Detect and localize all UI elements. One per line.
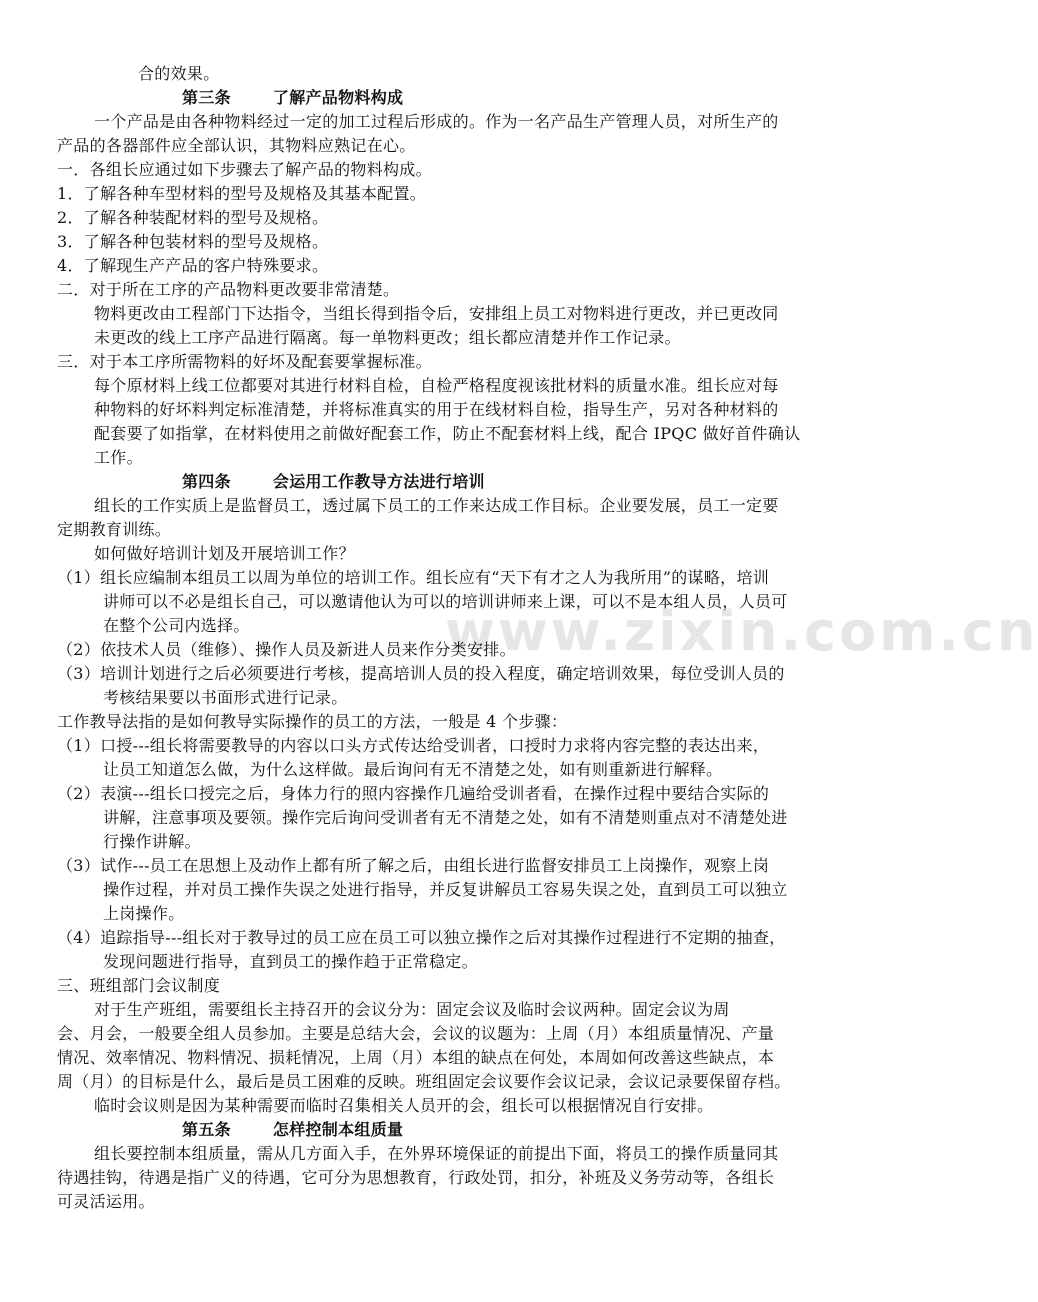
text-line: 产品的各器部件应全部认识，其物料应熟记在心。 [57,136,416,155]
text-line: 工作。 [94,448,143,467]
text-line: 会、月会，一般要全组人员参加。主要是总结大会，会议的议题为：上周（月）本组质量情况、产量 [57,1024,775,1043]
text-line: 3．了解各种包装材料的型号及规格。 [57,232,329,251]
text-line: 4．了解现生产产品的客户特殊要求。 [57,256,329,275]
text-line: 未更改的线上工序产品进行隔离。每一单物料更改；组长都应清楚并作工作记录。 [94,328,681,347]
text-line: 如何做好培训计划及开展培训工作？ [94,544,355,563]
text-line: （3）试作---员工在思想上及动作上都有所了解之后，由组长进行监督安排员工上岗操作，观察上岗 [57,856,770,875]
text-line: 工作教导法指的是如何教导实际操作的员工的方法，一般是 4 个步骤： [57,712,568,731]
text-line: （2）表演---组长口授完之后，身体力行的照内容操作几遍给受训者看，在操作过程中要结合实际的 [57,784,770,803]
text-line: 临时会议则是因为某种需要而临时召集相关人员开的会，组长可以根据情况自行安排。 [94,1096,714,1115]
text-line: （4）追踪指导---组长对于教导过的员工应在员工可以独立操作之后对其操作过程进行不定期的抽查， [57,928,786,947]
text-line: 每个原材料上线工位都要对其进行材料自检，自检严格程度视该批材料的质量水准。组长应对每 [94,376,779,395]
text-line: （1）组长应编制本组员工以周为单位的培训工作。组长应有“天下有才之人为我所用”的谋略，培训 [57,568,770,587]
text-line: 周（月）的目标是什么，最后是员工困难的反映。班组固定会议要作会议记录，会议记录要保留存档。 [57,1072,791,1091]
text-line: （2）依技术人员（维修）、操作人员及新进人员来作分类安排。 [57,640,516,659]
text-line: 定期教育训练。 [57,520,172,539]
text-line: （3）培训计划进行之后必须要进行考核，提高培训人员的投入程度，确定培训效果，每位受训人员的 [57,664,785,683]
text-line: 讲师可以不必是组长自己，可以邀请他认为可以的培训讲师来上课，可以不是本组人员，人员可 [103,592,788,611]
text-line: 配套要了如指掌，在材料使用之前做好配套工作，防止不配套材料上线，配合 IPQC 做好首件确认 [94,424,801,443]
text-line: 在整个公司内选择。 [103,616,250,635]
section-heading [182,470,485,494]
text-line: 可灵活运用。 [57,1192,155,1211]
text-line: 发现问题进行指导，直到员工的操作趋于正常稳定。 [103,952,478,971]
text-line: 一．各组长应通过如下步骤去了解产品的物料构成。 [57,160,432,179]
text-line: 一个产品是由各种物料经过一定的加工过程后形成的。作为一名产品生产管理人员，对所生产的 [94,112,779,131]
heading-title: 会运用工作教导方法进行培训 [272,472,485,491]
text-line: 种物料的好坏料判定标准清楚，并将标准真实的用于在线材料自检，指导生产，另对各种材料的 [94,400,779,419]
text-line: 组长的工作实质上是监督员工，透过属下员工的工作来达成工作目标。企业要发展，员工一定要 [94,496,779,515]
text-line: 二．对于所在工序的产品物料更改要非常清楚。 [57,280,400,299]
text-line: 物料更改由工程部门下达指令，当组长得到指令后，安排组上员工对物料进行更改，并已更改同 [94,304,779,323]
text-line: 行操作讲解。 [103,832,201,851]
text-line: 考核结果要以书面形式进行记录。 [103,688,348,707]
heading-number: 第三条 [182,88,231,107]
text-line: 1．了解各种车型材料的型号及规格及其基本配置。 [57,184,427,203]
heading-number: 第五条 [182,1120,231,1139]
section-heading [182,1118,403,1142]
section-heading [182,86,403,110]
text-line: 待遇挂钩，待遇是指广义的待遇，它可分为思想教育，行政处罚，扣分，补班及义务劳动等，各组长 [57,1168,775,1187]
text-line: 合的效果。 [138,64,220,83]
watermark: www.zixin.com.cn [445,600,1038,663]
text-line: 2．了解各种装配材料的型号及规格。 [57,208,329,227]
text-line: 让员工知道怎么做，为什么这样做。最后询问有无不清楚之处，如有则重新进行解释。 [103,760,723,779]
text-line: （1）口授---组长将需要教导的内容以口头方式传达给受训者，口授时力求将内容完整的表达出来， [57,736,770,755]
text-line: 讲解，注意事项及要领。操作完后询问受训者有无不清楚之处，如有不清楚则重点对不清楚处进 [103,808,788,827]
heading-title: 怎样控制本组质量 [272,1120,404,1139]
text-line: 对于生产班组，需要组长主持召开的会议分为：固定会议及临时会议两种。固定会议为周 [94,1000,730,1019]
text-line: 三．对于本工序所需物料的好坏及配套要掌握标准。 [57,352,432,371]
text-line: 上岗操作。 [103,904,185,923]
heading-number: 第四条 [182,472,231,491]
text-line: 情况、效率情况、物料情况、损耗情况，上周（月）本组的缺点在何处，本周如何改善这些缺点，本 [57,1048,775,1067]
text-line: 三、班组部门会议制度 [57,976,221,995]
heading-title: 了解产品物料构成 [272,88,404,107]
text-line: 操作过程，并对员工操作失误之处进行指导，并反复讲解员工容易失误之处，直到员工可以独立 [103,880,788,899]
text-line: 组长要控制本组质量，需从几方面入手，在外界环境保证的前提出下面，将员工的操作质量同其 [94,1144,779,1163]
